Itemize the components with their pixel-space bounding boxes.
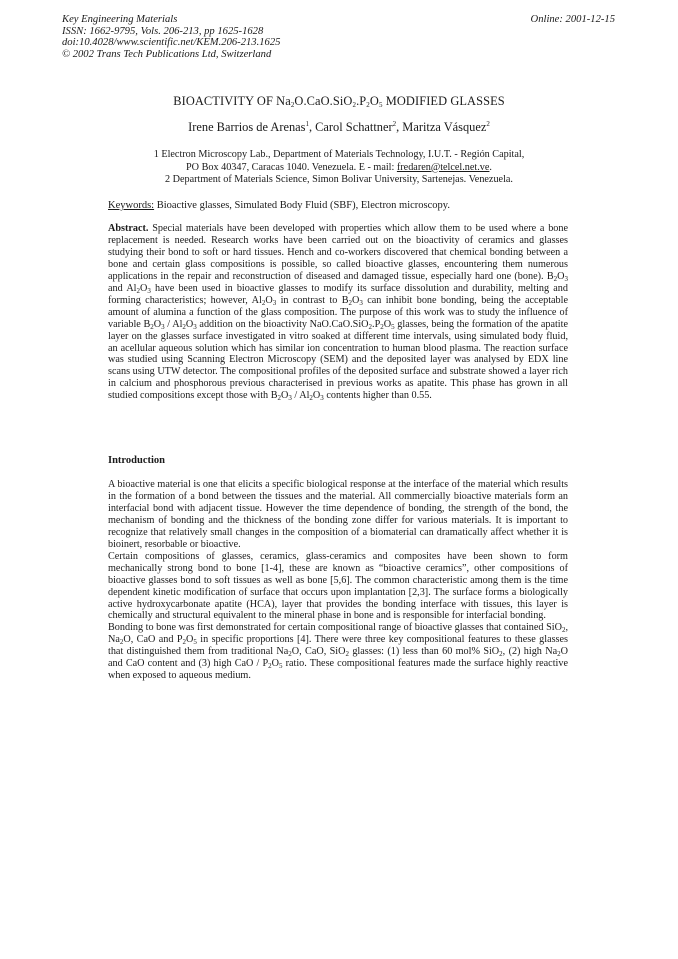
author-name: Maritza Vásquez — [402, 120, 487, 134]
keywords-label: Keywords: — [108, 200, 155, 211]
author-list: Irene Barrios de Arenas$^1$, Carol Schattner$^2$, Maritza Vásquez$^2$ — [188, 120, 490, 134]
issn-line: ISSN: 1662-9795, Vols. 206-213, pp 1625-1628 — [62, 25, 264, 37]
abstract: Abstract. Special materials have been developed with properties which allow them to be used where a bone replacement is needed. Research works have been carried out on the bioactivity of ceramics and glasses studying their bond to soft or hard tissues. Hench and co-workers discovered that chemical bonding between a bone and certain glass compositions is possible, so called bioactive glasses, encountering them numerous applications in the repair and reconstruction of diseased and damaged tissue, especially hard one (bone). $B_2O_3$ and $Al_2O_3$ have been used in bioactive glasses to modify its surface dissolution and durability, melting and forming characteristics; however, $Al_2O_3$ in contrast to $B_2O_3$ can inhibit bone bonding, being the acceptable amount of alumina a function of the glass composition. The purpose of this work was to study the influence of variable $B_2O_3 / Al_2O_3$ addition on the bioactivity $NaO.CaO.SiO_2.P_2O_5$ glasses, being the formation of the apatite layer on the glasses surface investigated in vitro soaked at different time intervals, using simulated body fluid, an acellular aqueous solution which has similar ion concentration to human blood plasma. The reaction surface was studied using Scanning Electron Microscopy (SEM) and the deposited layer was analysed by EDX line scans using UTW detector. The compositional profiles of the deposited surface and substrate showed a layer rich in calcium and phosphorous previous characterised in previous works as apatite. This phase has grown in all studied compositions except those with $B_2O_3 / Al_2O_3$ contents higher than 0.55. — [108, 223, 568, 403]
affiliations — [0, 149, 678, 187]
affiliation-1: 1 Electron Microscopy Lab., Department of Materials Technology, I.U.T. - Región Capital, — [153, 149, 525, 160]
paragraph: A bioactive material is one that elicits a specific biological response at the interface of the material which results in the formation of a bond between the tissues and the material. All commercially bioactive materials form an interfacial bond with adjacent tissue. However the time dependence of bonding, the strength of the bond, the mechanism of bonding and the thickness of the bonding zone differ for various materials. It is important to recognize that relatively small changes in the composition of a biomaterial can dramatically affect whether it is bioinert, resorbable or bioactive. — [108, 479, 568, 550]
journal-header — [62, 14, 280, 60]
author-name: Carol Schattner — [315, 120, 393, 134]
paragraph: Bonding to bone was first demonstrated for certain compositional range of bioactive glasses that contained SiO$_2$, $Na_2O$, CaO and $P_2O_5$ in specific proportions [4]. There were three key compositional features to these glasses that distinguished them from traditional $Na_2O$, CaO, SiO$_2$ glasses: (1) less than 60 mol% SiO$_2$, (2) high $Na_2O$ and CaO content and (3) high CaO / $P_2O_5$ ratio. These compositional features made the surface highly reactive when exposed to aqueous medium. — [108, 622, 569, 682]
author-name: Irene Barrios de Arenas — [188, 120, 306, 134]
introduction-body — [108, 479, 568, 682]
keywords — [108, 200, 450, 211]
abstract-label: Abstract. — [108, 223, 149, 234]
affiliation-1-address: PO Box 40347, Caracas 1040. Venezuela. E - mail: fredaren@telcel.net.ve. — [186, 161, 492, 173]
copyright-line: © 2002 Trans Tech Publications Ltd, Switzerland — [62, 48, 272, 60]
email-link[interactable]: fredaren@telcel.net.ve — [396, 161, 490, 173]
journal-name: Key Engineering Materials — [62, 14, 178, 25]
keywords-text: Bioactive glasses, Simulated Body Fluid (SBF), Electron microscopy. — [154, 200, 450, 211]
paper-title: BIOACTIVITY OF $Na_2O.CaO.SiO_2.P_2O_5$ MODIFIED GLASSES — [173, 94, 505, 109]
doi-line: doi:10.4028/www.scientific.net/KEM.206-213.1625 — [62, 37, 281, 49]
paragraph: Certain compositions of glasses, ceramics, glass-ceramics and composites have been shown to form mechanically strong bond to bone [1-4], these are known as “bioactive ceramics”, other compositions of bioactive glasses bond to soft tissues as well as bone [5,6]. The common characteristic among them is the time dependent kinetic modification of surface that occurs upon implantation [2,3]. The surface forms a biologically active hydroxycarbonate apatite (HCA), layer that provides the bonding interface with tissues, this layer is chemically and structural equivalent to the mineral phase in bone and is responsible for interfacial bonding. — [108, 550, 568, 622]
online-date: Online: 2001-12-15 — [530, 14, 615, 25]
affiliation-2: 2 Department of Materials Science, Simon Bolivar University, Sartenejas. Venezuela. — [165, 174, 513, 186]
section-heading-introduction: Introduction — [108, 455, 165, 466]
